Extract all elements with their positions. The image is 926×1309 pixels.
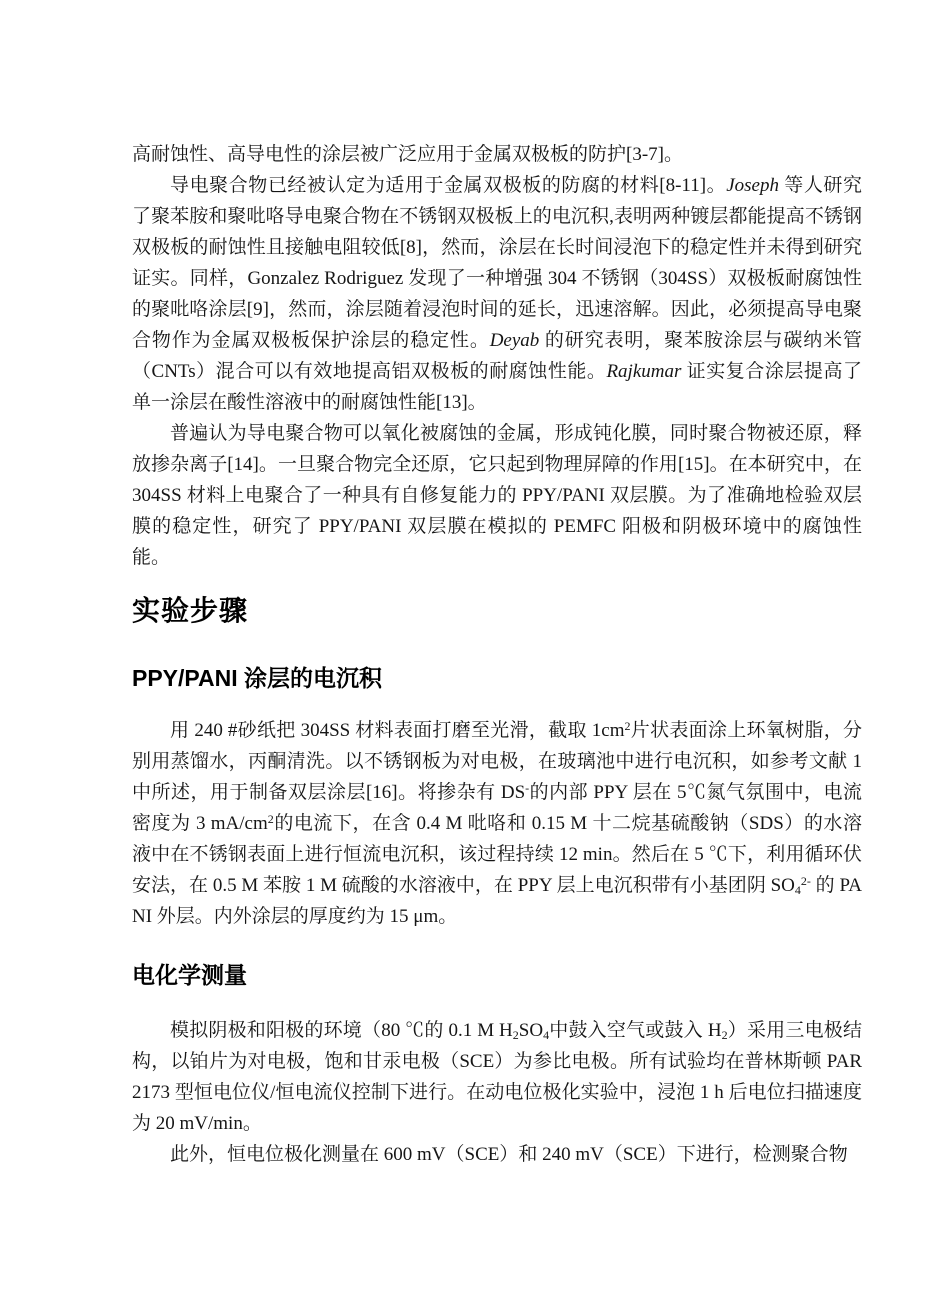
- paragraph-intro-tail: [132, 139, 862, 170]
- text-run: 的研究表明，聚苯胺涂层与碳纳米管（CNTs）混合可以有效地提高铝双极板的耐腐蚀性能。: [132, 330, 862, 382]
- text-run: 2-: [800, 874, 811, 888]
- text-run: 高耐蚀性、高导电性的涂层被广泛应用于金属双极板的防护[3-7]。: [132, 144, 683, 165]
- text-run: 4: [794, 883, 801, 897]
- text-run: 导电聚合物已经被认定为适用于金属双极板的防腐的材料[8-11]。: [170, 175, 727, 196]
- text-run: 等人研究了聚苯胺和聚吡咯导电聚合物在不锈钢双极板上的电沉积,表明两种镀层都能提高不锈钢双极板的耐蚀性且接触电阻较低[8]，然而，涂层在长时间浸泡下的稳定性并未得到研究证实。同样，Gonzalez Rodriguez 发现了一种增强 304 不锈钢（304SS）双极板耐腐蚀性的聚吡咯涂层[9]，然而，涂层随着浸泡时间的延长，迅速溶解。因此，必须提高导电聚合物作为金属双极板保护涂层的稳定性。: [132, 175, 862, 351]
- text-run: ）采用三电极结构，以铂片为对电极，饱和甘汞电极（SCE）为参比电极。所有试验均在普林斯顿 PAR2173 型恒电位仪/恒电流仪控制下进行。在动电位极化实验中，浸泡 1 h 后电位扫描速度为 20 mV/min。: [132, 1020, 862, 1134]
- subheading-ppy-pani-electrodeposition: PPY/PANI 涂层的电沉积: [132, 665, 383, 691]
- text-run: 的电流下，在含 0.4 M 吡咯和 0.15 M 十二烷基硫酸钠（SDS）的水溶液中在不锈钢表面上进行恒流电沉积，该过程持续 12 min。然后在 5 ℃下，利用循环伏安法，在 0.5 M 苯胺 1 M 硫酸的水溶液中，在 PPY 层上电沉积带有小基团阴 SO: [132, 813, 862, 896]
- heading-experimental-procedure: 实验步骤: [132, 595, 249, 626]
- paragraph-three-electrode-setup: [132, 1015, 862, 1139]
- text-run: SO: [518, 1020, 544, 1041]
- text-run: 中鼓入空气或鼓入 H: [549, 1020, 722, 1041]
- text-run: Joseph: [726, 175, 779, 196]
- paragraph-potentiostatic-polarization: [132, 1139, 862, 1170]
- text-run: 2: [624, 719, 631, 733]
- text-run: 证实复合涂层提高了单一涂层在酸性溶液中的耐腐蚀性能[13]。: [132, 361, 862, 413]
- text-run: 2: [721, 1028, 728, 1042]
- text-run: Deyab: [489, 330, 540, 351]
- text-run: Rajkumar: [606, 361, 682, 382]
- paragraph-electrodeposition-details: [132, 715, 862, 932]
- text-run: 4: [543, 1028, 550, 1042]
- text-run: -: [525, 781, 530, 795]
- text-run: 普遍认为导电聚合物可以氧化被腐蚀的金属，形成钝化膜，同时聚合物被还原，释放掺杂离子[14]。一旦聚合物完全还原，它只起到物理屏障的作用[15]。在本研究中，在 304SS 材料上电聚合了一种具有自修复能力的 PPY/PANI 双层膜。为了准确地检验双层膜的稳定性，研究了 PPY/PANI 双层膜在模拟的 PEMFC 阳极和阴极环境中的腐蚀性能。: [132, 423, 862, 568]
- text-run: 2: [512, 1028, 519, 1042]
- text-run: 的 PANI 外层。内外涂层的厚度约为 15 μm。: [132, 875, 862, 927]
- text-run: 模拟阴极和阳极的环境（80 ℃的 0.1 M H: [170, 1020, 513, 1041]
- text-run: 的内部 PPY 层在 5℃氮气氛围中，电流密度为 3 mA/cm: [132, 782, 862, 834]
- subheading-electrochemical-measurements: 电化学测量: [132, 962, 247, 988]
- text-run: 2: [267, 812, 274, 826]
- text-run: 用 240 #砂纸把 304SS 材料表面打磨至光滑，截取 1cm: [170, 720, 625, 741]
- text-run: 片状表面涂上环氧树脂，分别用蒸馏水，丙酮清洗。以不锈钢板为对电极，在玻璃池中进行电沉积，如参考文献 1 中所述，用于制备双层涂层[16]。将掺杂有 DS: [132, 720, 862, 803]
- text-run: 此外，恒电位极化测量在 600 mV（SCE）和 240 mV（SCE）下进行，检测聚合物: [170, 1144, 848, 1165]
- paragraph-conductive-polymer-review: [132, 170, 862, 418]
- paragraph-protection-mechanism: [132, 418, 862, 573]
